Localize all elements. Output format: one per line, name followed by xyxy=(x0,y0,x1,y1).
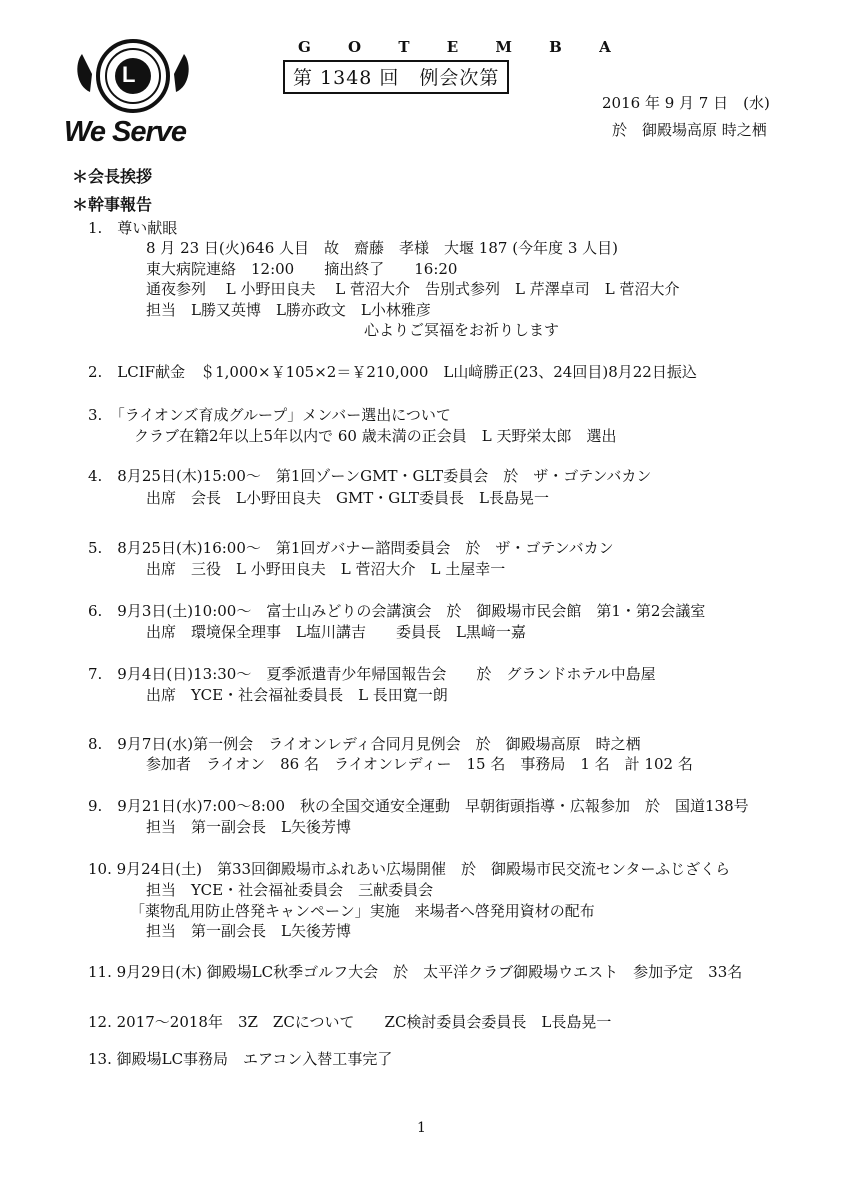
agenda-item-11: 11. 9月29日(木) 御殿場LC秋季ゴルフ大会 於 太平洋クラブ御殿場ウエスト 参加予定 33名 xyxy=(88,963,743,981)
agenda-item-12: 12. 2017～2018年 3Z ZCについて ZC検討委員会委員長 L長島晃一 xyxy=(88,1013,612,1031)
item-line: クラブ在籍2年以上5年以内で 60 歳未満の正会員 L 天野栄太郎 選出 xyxy=(134,427,617,445)
logo-letter: L xyxy=(122,62,136,87)
item-line: 参加者 ライオン 86 名 ライオンレディー 15 名 事務局 1 名 計 102 名 xyxy=(146,755,693,773)
agenda-item-13: 13. 御殿場LC事務局 エアコン入替工事完了 xyxy=(88,1050,393,1068)
item-line: 通夜参列 L 小野田良夫 L 菅沼大介 告別式参列 L 芹澤卓司 L 菅沼大介 xyxy=(146,280,680,298)
page-number: 1 xyxy=(417,1120,426,1136)
item-line: 担当 第一副会長 L矢後芳博 xyxy=(146,922,351,940)
meeting-date: 2016 年 9 月 7 日 (水) xyxy=(602,94,770,112)
agenda-item-2: 2. LCIF献金 ＄1,000×￥105×2＝￥210,000 L山﨑勝正(23、24回目)8月22日振込 xyxy=(88,363,697,381)
item-line: 1. 尊い献眼 xyxy=(88,219,178,237)
item-line: 東大病院連絡 12:00 摘出終了 16:20 xyxy=(146,260,458,278)
item-line: 担当 YCE・社会福祉委員会 三献委員会 xyxy=(146,881,434,899)
item-line: 担当 第一副会長 L矢後芳博 xyxy=(146,818,351,836)
item-line: 6. 9月3日(土)10:00～ 富士山みどりの会講演会 於 御殿場市民会館 第1・第2会議室 xyxy=(88,602,706,620)
item-line: 出席 三役 L 小野田良夫 L 菅沼大介 L 土屋幸一 xyxy=(146,560,506,578)
meeting-venue: 於 御殿場高原 時之栖 xyxy=(612,121,767,139)
item-line: 8 月 23 日(火)646 人目 故 齋藤 孝様 大堰 187 (今年度 3 人目) xyxy=(146,239,618,257)
item-line: 7. 9月4日(日)13:30～ 夏季派遣青少年帰国報告会 於 グランドホテル中島屋 xyxy=(88,665,656,683)
lions-logo xyxy=(64,34,214,154)
item-line: 出席 環境保全理事 L塩川講吉 委員長 L黒﨑一嘉 xyxy=(146,623,526,641)
item-line: 4. 8月25日(木)15:00～ 第1回ゾーンGMT・GLT委員会 於 ザ・ゴテンバカン xyxy=(88,467,652,485)
item-line: 出席 YCE・社会福祉委員長 L 長田寛一朗 xyxy=(146,686,448,704)
section-president-greeting: ＊会長挨拶 xyxy=(72,167,153,186)
logo-tagline: We Serve xyxy=(64,116,187,148)
item-line: 担当 L勝又英博 L勝亦政文 L小林雅彦 xyxy=(146,301,431,319)
item-line: 「薬物乱用防止啓発キャンペーン」実施 来場者へ啓発用資材の配布 xyxy=(130,902,595,920)
meeting-title: 第 1348 回 例会次第 xyxy=(283,60,509,94)
item-line: 心よりご冥福をお祈りします xyxy=(364,321,560,339)
item-line: 3. 「ライオンズ育成グループ」メンバー選出について xyxy=(88,406,451,424)
item-line: 9. 9月21日(水)7:00～8:00 秋の全国交通安全運動 早朝街頭指導・広報参加 於 国道138号 xyxy=(88,797,749,815)
item-line: 10. 9月24日(土) 第33回御殿場市ふれあい広場開催 於 御殿場市民交流センターふじざくら xyxy=(88,860,731,878)
item-line: 5. 8月25日(木)16:00～ 第1回ガバナー諮問委員会 於 ザ・ゴテンバカン xyxy=(88,539,614,557)
club-wordmark: G O T E M B A xyxy=(298,38,627,56)
section-secretary-report: ＊幹事報告 xyxy=(72,195,153,214)
item-line: 出席 会長 L小野田良夫 GMT・GLT委員長 L長島晃一 xyxy=(146,489,549,507)
item-line: 8. 9月7日(水)第一例会 ライオンレディ合同月見例会 於 御殿場高原 時之栖 xyxy=(88,735,641,753)
